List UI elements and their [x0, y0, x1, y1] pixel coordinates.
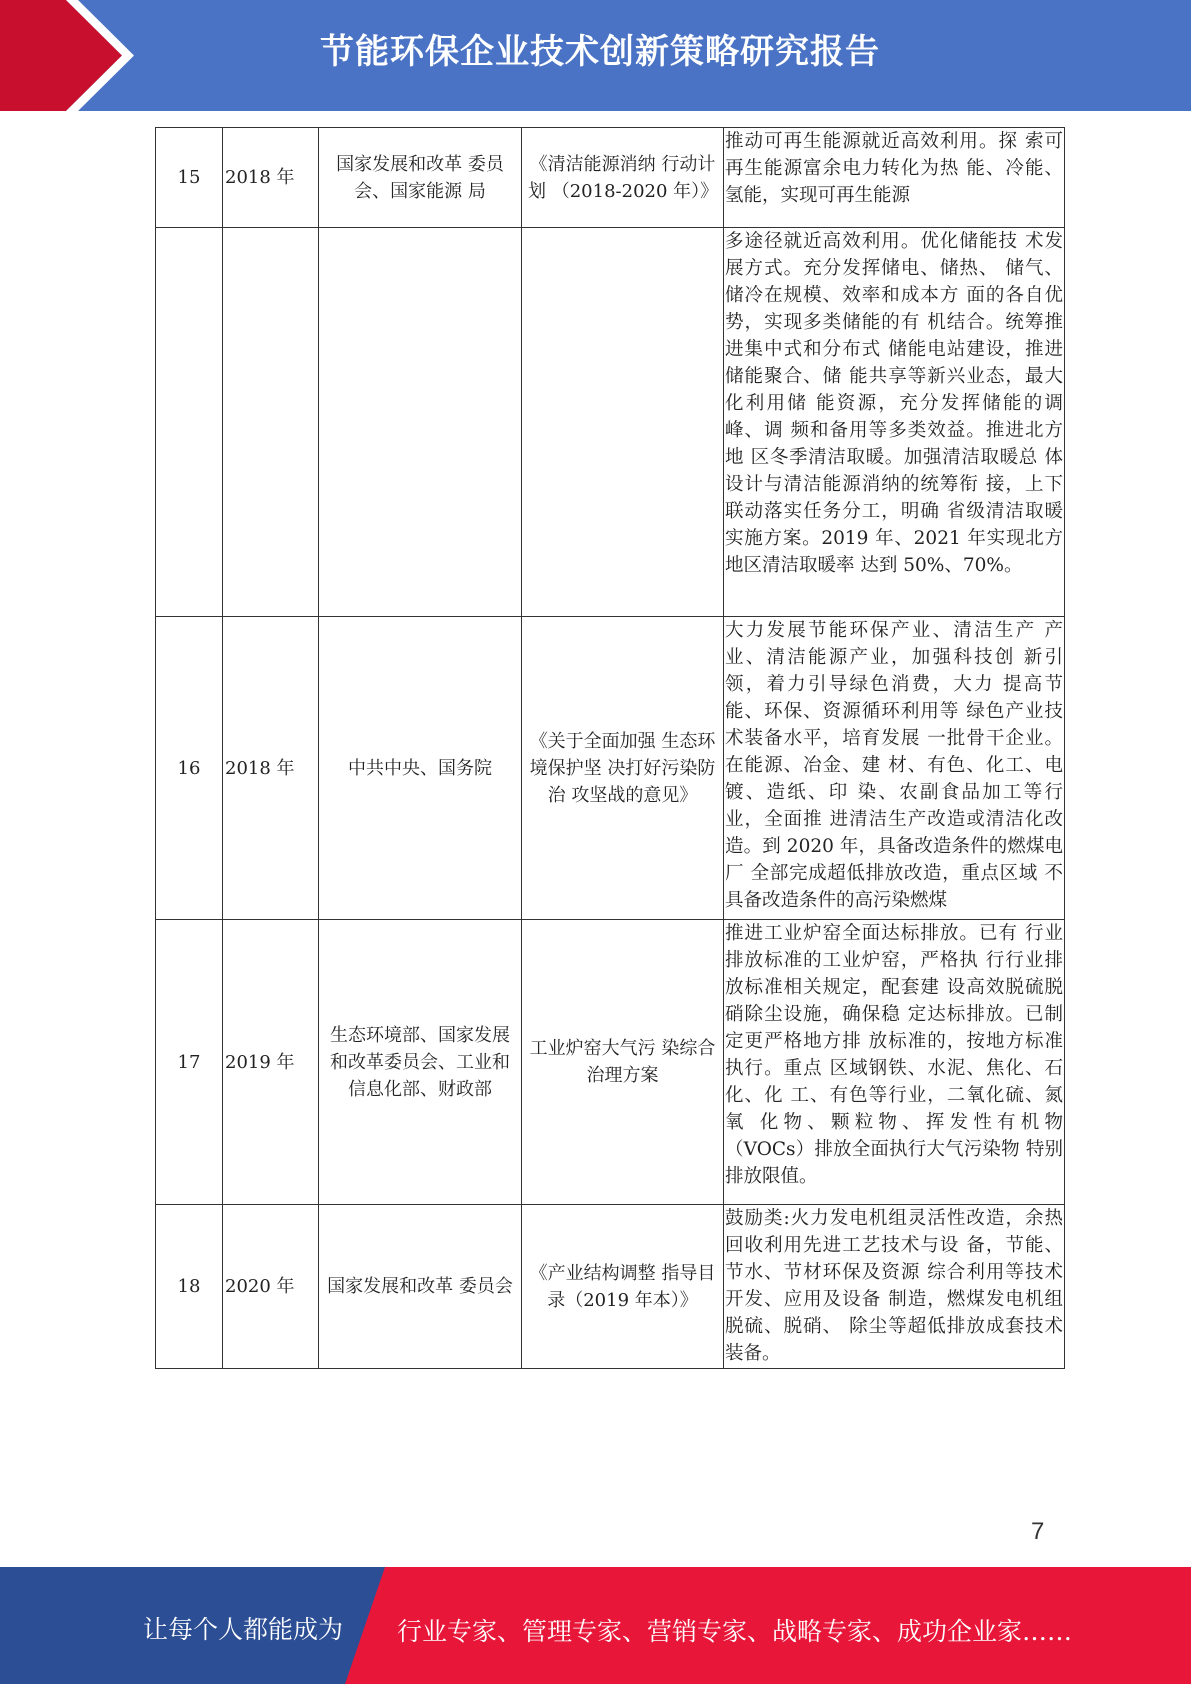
row-number — [156, 228, 223, 617]
row-department: 中共中央、国务院 — [319, 617, 522, 920]
row-department: 国家发展和改革 委员会 — [319, 1205, 522, 1369]
policy-table-container — [155, 127, 1063, 1369]
row-year: 2018 年 — [223, 128, 319, 228]
row-year: 2019 年 — [223, 920, 319, 1205]
footer-slogan-right: 行业专家、管理专家、营销专家、战略专家、成功企业家…… — [397, 1617, 1073, 1646]
header-arrow-decoration — [0, 0, 160, 111]
table-row — [156, 920, 1065, 1205]
table-row — [156, 617, 1065, 920]
row-document — [522, 228, 724, 617]
row-document: 《关于全面加强 生态环境保护坚 决打好污染防治 攻坚战的意见》 — [522, 617, 724, 920]
row-number: 16 — [156, 617, 223, 920]
page-footer — [0, 1567, 1191, 1684]
table-row — [156, 128, 1065, 228]
row-number: 17 — [156, 920, 223, 1205]
row-content: 推动可再生能源就近高效利用。探 索可再生能源富余电力转化为热 能、冷能、氢能，实现可再生能源 — [724, 128, 1065, 228]
table-row — [156, 228, 1065, 617]
row-document: 《产业结构调整 指导目录（2019 年本）》 — [522, 1205, 724, 1369]
row-content: 鼓励类:火力发电机组灵活性改造，余热回收利用先进工艺技术与设 备，节能、节水、节材环保及资源 综合利用等技术开发、应用及设备 制造，燃煤发电机组脱硫、脱硝、 除尘等超低排放成套技术装备。 — [724, 1205, 1065, 1369]
row-number: 15 — [156, 128, 223, 228]
policy-table — [155, 127, 1065, 1369]
footer-slogan-left: 让每个人都能成为 — [143, 1615, 344, 1644]
row-content: 多途径就近高效利用。优化储能技 术发展方式。充分发挥储电、储热、 储气、储冷在规模、效率和成本方 面的各自优势，实现多类储能的有 机结合。统筹推进集中式和分布式 储能电站建设，推进储能聚合、储 能共享等新兴业态，最大化利用储 能资源，充分发挥储能的调峰、调 频和备用等多类效益。推进北方地 区冬季清洁取暖。加强清洁取暖总 体设计与清洁能源消纳的统筹衔 接，上下联动落实任务分工，明确 省级清洁取暖实施方案。2019 年、2021 年实现北方地区清洁取暖率 达到 50%、70%。 — [724, 228, 1065, 617]
row-content: 大力发展节能环保产业、清洁生产 产业、清洁能源产业，加强科技创 新引领，着力引导绿色消费，大力 提高节能、环保、资源循环利用等 绿色产业技术装备水平，培育发展 一批骨干企业。在能源、冶金、建 材、有色、化工、电镀、造纸、印 染、农副食品加工等行业，全面推 进清洁生产改造或清洁化改造。到 2020 年，具备改造条件的燃煤电厂 全部完成超低排放改造，重点区域 不具备改造条件的高污染燃煤 — [724, 617, 1065, 920]
page-header — [0, 0, 1191, 111]
row-document: 《清洁能源消纳 行动计划 （2018-2020 年）》 — [522, 128, 724, 228]
row-year: 2020 年 — [223, 1205, 319, 1369]
row-department — [319, 228, 522, 617]
row-year — [223, 228, 319, 617]
row-content: 推进工业炉窑全面达标排放。已有 行业排放标准的工业炉窑，严格执 行行业排放标准相关规定，配套建 设高效脱硫脱硝除尘设施，确保稳 定达标排放。已制定更严格地方排 放标准的，按地方标准执行。重点 区域钢铁、水泥、焦化、石化、化 工、有色等行业，二氧化硫、氮氧 化物、颗粒物、挥发性有机物 （VOCs）排放全面执行大气污染物 特别排放限值。 — [724, 920, 1065, 1205]
page-number: 7 — [1031, 1518, 1045, 1545]
table-row — [156, 1205, 1065, 1369]
row-document: 工业炉窑大气污 染综合治理方案 — [522, 920, 724, 1205]
row-year: 2018 年 — [223, 617, 319, 920]
row-department: 国家发展和改革 委员会、国家能源 局 — [319, 128, 522, 228]
row-number: 18 — [156, 1205, 223, 1369]
row-department: 生态环境部、国家发展和改革委员会、工业和信息化部、财政部 — [319, 920, 522, 1205]
report-title: 节能环保企业技术创新策略研究报告 — [320, 32, 880, 72]
